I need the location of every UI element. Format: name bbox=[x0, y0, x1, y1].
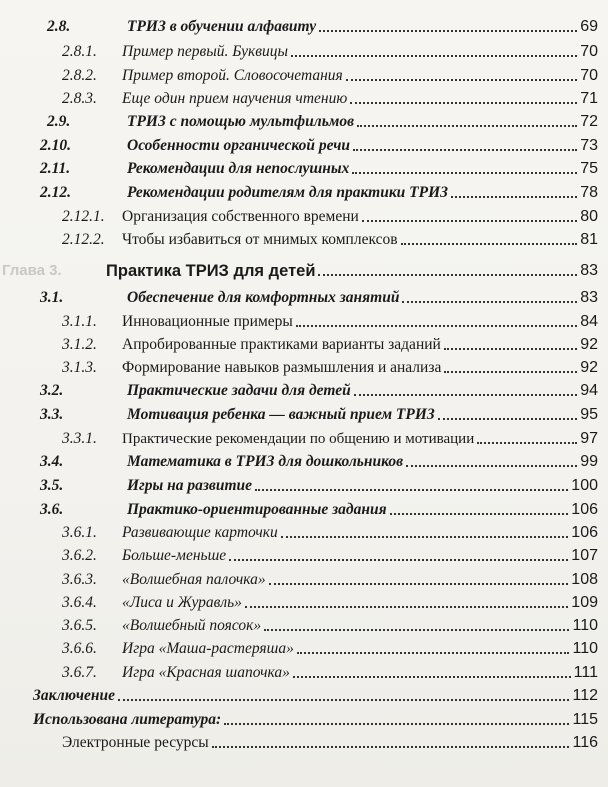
toc-number: 2.11. bbox=[40, 160, 71, 177]
toc-entry-3-2 bbox=[40, 378, 598, 400]
dot-leader bbox=[401, 243, 578, 245]
toc-entry-3-6 bbox=[40, 497, 598, 519]
toc-number: 3.3. bbox=[40, 406, 64, 423]
toc-entry-3-3-1 bbox=[62, 426, 598, 448]
toc-page-number: 92 bbox=[580, 336, 598, 353]
dot-leader bbox=[402, 301, 577, 303]
toc-page-number: 84 bbox=[580, 313, 598, 330]
toc-title: Организация собственного времени bbox=[122, 208, 359, 225]
dot-leader bbox=[297, 652, 570, 654]
dot-leader bbox=[390, 513, 569, 515]
dot-leader bbox=[438, 418, 577, 420]
toc-page-number: 72 bbox=[580, 113, 598, 130]
dot-leader bbox=[352, 172, 577, 174]
dot-leader bbox=[264, 629, 569, 631]
chapter-title: Практика ТРИЗ для детей bbox=[106, 262, 316, 280]
toc-entry-3-5 bbox=[40, 473, 598, 495]
toc-page-number: 106 bbox=[571, 524, 598, 541]
dot-leader bbox=[291, 55, 577, 57]
toc-entry-3-6-5 bbox=[62, 613, 598, 635]
dot-leader bbox=[444, 371, 577, 373]
dot-leader bbox=[357, 125, 577, 127]
toc-title: Развивающие карточки bbox=[122, 524, 278, 541]
toc-page-number: 81 bbox=[580, 231, 598, 248]
toc-number: 2.8. bbox=[47, 18, 71, 35]
toc-page-number: 99 bbox=[580, 453, 598, 470]
toc-title: Формирование навыков размышления и анализа bbox=[122, 359, 442, 376]
dot-leader bbox=[293, 676, 571, 678]
toc-title: Обеспечение для комфортных занятий bbox=[127, 289, 400, 306]
toc-entry-2-9 bbox=[47, 109, 598, 131]
toc-title: Заключение bbox=[33, 687, 115, 704]
dot-leader bbox=[451, 196, 577, 198]
toc-number: 3.6.5. bbox=[62, 617, 97, 634]
toc-title: Практические задачи для детей bbox=[127, 382, 351, 399]
toc-page-number: 107 bbox=[571, 547, 598, 564]
dot-leader bbox=[118, 699, 569, 701]
toc-entry-3-6-2 bbox=[62, 543, 598, 565]
toc-page-number: 97 bbox=[580, 430, 598, 447]
toc-page-number: 92 bbox=[580, 359, 598, 376]
toc-entry-3-6-1 bbox=[62, 520, 598, 542]
toc-number: 3.5. bbox=[40, 477, 64, 494]
toc-title: «Волшебная палочка» bbox=[122, 571, 266, 588]
dot-leader bbox=[406, 465, 577, 467]
toc-page-number: 112 bbox=[572, 687, 598, 704]
toc-title: Практические рекомендации по общению и мотивации bbox=[122, 431, 475, 447]
dot-leader bbox=[229, 559, 568, 561]
toc-entry-e-resources bbox=[62, 730, 598, 752]
dot-leader bbox=[477, 442, 577, 444]
toc-title: Игры на развитие bbox=[127, 477, 253, 494]
toc-entry-2-10 bbox=[40, 133, 598, 155]
toc-page-number: 111 bbox=[573, 664, 598, 681]
toc-entry-2-12-1 bbox=[62, 204, 598, 226]
toc-number: 2.9. bbox=[47, 113, 71, 130]
toc-entry-conclusion bbox=[33, 683, 598, 705]
toc-title: Использована литература: bbox=[33, 711, 222, 728]
toc-title: Игра «Красная шапочка» bbox=[122, 664, 290, 681]
toc-number: 3.3.1. bbox=[62, 430, 97, 447]
toc-number: 3.6.7. bbox=[62, 664, 97, 681]
toc-entry-2-12 bbox=[40, 180, 598, 202]
toc-title: Игра «Маша-растеряша» bbox=[122, 640, 294, 657]
toc-title: Практико-ориентированные задания bbox=[127, 501, 387, 518]
toc-title: Больше-меньше bbox=[122, 547, 227, 564]
dot-leader bbox=[350, 102, 577, 104]
toc-title: Апробированные практиками варианты заданий bbox=[122, 336, 441, 353]
toc-title: Пример второй. Словосочетания bbox=[122, 67, 343, 84]
toc-title: Особенности органической речи bbox=[127, 137, 351, 154]
toc-page-number: 73 bbox=[580, 137, 598, 154]
toc-entry-chapter-3 bbox=[2, 256, 598, 280]
toc-title: Математика в ТРИЗ для дошкольников bbox=[127, 453, 404, 470]
toc-title: ТРИЗ с помощью мультфильмов bbox=[127, 113, 355, 130]
dot-leader bbox=[362, 220, 577, 222]
toc-entry-2-8-3 bbox=[62, 86, 598, 108]
toc-entry-2-12-2 bbox=[62, 227, 598, 249]
toc-title: Инновационные примеры bbox=[122, 313, 293, 330]
dot-leader bbox=[354, 394, 578, 396]
dot-leader bbox=[255, 489, 568, 491]
toc-entry-3-6-6 bbox=[62, 636, 598, 658]
toc-entry-2-8-1 bbox=[62, 39, 598, 61]
dot-leader bbox=[444, 348, 577, 350]
toc-page-number: 70 bbox=[580, 43, 598, 60]
dot-leader bbox=[318, 274, 577, 276]
toc-title: «Лиса и Журавль» bbox=[122, 594, 242, 611]
toc-entry-3-6-7 bbox=[62, 660, 598, 682]
toc-page-number: 80 bbox=[580, 208, 598, 225]
toc-entry-3-4 bbox=[40, 449, 598, 471]
toc-number: 2.12.2. bbox=[62, 231, 105, 248]
toc-number: 2.8.3. bbox=[62, 90, 97, 107]
toc-page-number: 95 bbox=[580, 406, 598, 423]
toc-entry-3-1-3 bbox=[62, 355, 598, 377]
toc-title: Рекомендации родителям для практики ТРИЗ bbox=[127, 184, 449, 201]
toc-number: 3.6.2. bbox=[62, 547, 97, 564]
toc-number: 3.1.3. bbox=[62, 359, 97, 376]
toc-page-number: 70 bbox=[580, 67, 598, 84]
chapter-label: Глава 3. bbox=[2, 262, 62, 279]
toc-entry-2-8 bbox=[47, 14, 598, 36]
toc-title: ТРИЗ в обучении алфавиту bbox=[127, 18, 317, 35]
dot-leader bbox=[346, 79, 577, 81]
toc-page-number: 71 bbox=[580, 90, 598, 107]
dot-leader bbox=[269, 583, 569, 585]
toc-entry-references bbox=[33, 707, 598, 729]
toc-page-number: 109 bbox=[571, 594, 598, 611]
toc-page-number: 106 bbox=[571, 501, 598, 518]
toc-number: 3.6.1. bbox=[62, 524, 97, 541]
toc-title: Чтобы избавиться от мнимых комплексов bbox=[122, 231, 398, 248]
toc-title: Электронные ресурсы bbox=[62, 734, 209, 751]
toc-page-number: 110 bbox=[572, 640, 598, 657]
toc-number: 3.1.1. bbox=[62, 313, 97, 330]
toc-page-number: 83 bbox=[580, 289, 598, 306]
toc-page-number: 116 bbox=[572, 734, 598, 751]
toc-page-number: 83 bbox=[580, 262, 598, 279]
toc-title: Рекомендации для непослушных bbox=[127, 160, 350, 177]
toc-entry-2-11 bbox=[40, 156, 598, 178]
toc-number: 3.1. bbox=[40, 289, 64, 306]
toc-entry-3-1-2 bbox=[62, 332, 598, 354]
toc-entry-3-1 bbox=[40, 285, 598, 307]
dot-leader bbox=[319, 30, 577, 32]
toc-number: 2.8.1. bbox=[62, 43, 97, 60]
dot-leader bbox=[353, 149, 577, 151]
toc-number: 3.6. bbox=[40, 501, 64, 518]
toc-number: 2.10. bbox=[40, 137, 71, 154]
dot-leader bbox=[212, 746, 570, 748]
toc-page-number: 110 bbox=[572, 617, 598, 634]
toc-title: Пример первый. Буквицы bbox=[122, 43, 289, 60]
toc-page-number: 75 bbox=[580, 160, 598, 177]
toc-page-number: 94 bbox=[580, 382, 598, 399]
toc-number: 2.12.1. bbox=[62, 208, 105, 225]
toc-page-number: 108 bbox=[571, 571, 598, 588]
toc-page-number: 100 bbox=[571, 477, 598, 494]
toc-number: 3.2. bbox=[40, 382, 64, 399]
toc-entry-2-8-2 bbox=[62, 63, 598, 85]
dot-leader bbox=[224, 723, 569, 725]
toc-number: 3.4. bbox=[40, 453, 64, 470]
toc-entry-3-3 bbox=[40, 402, 598, 424]
toc-number: 3.1.2. bbox=[62, 336, 97, 353]
toc-entry-3-1-1 bbox=[62, 309, 598, 331]
dot-leader bbox=[245, 606, 568, 608]
toc-number: 3.6.6. bbox=[62, 640, 97, 657]
toc-entry-3-6-3 bbox=[62, 567, 598, 589]
toc-title: «Волшебный поясок» bbox=[122, 617, 262, 634]
toc-page-number: 69 bbox=[580, 18, 598, 35]
dot-leader bbox=[296, 325, 577, 327]
toc-number: 3.6.4. bbox=[62, 594, 97, 611]
toc-title: Еще один прием научения чтению bbox=[122, 90, 348, 107]
toc-page-number: 115 bbox=[572, 711, 598, 728]
toc-title: Мотивация ребенка — важный прием ТРИЗ bbox=[127, 406, 435, 423]
dot-leader bbox=[281, 536, 569, 538]
toc-number: 3.6.3. bbox=[62, 571, 97, 588]
toc-page-number: 78 bbox=[580, 184, 598, 201]
toc-entry-3-6-4 bbox=[62, 590, 598, 612]
toc-number: 2.8.2. bbox=[62, 67, 97, 84]
toc-number: 2.12. bbox=[40, 184, 71, 201]
